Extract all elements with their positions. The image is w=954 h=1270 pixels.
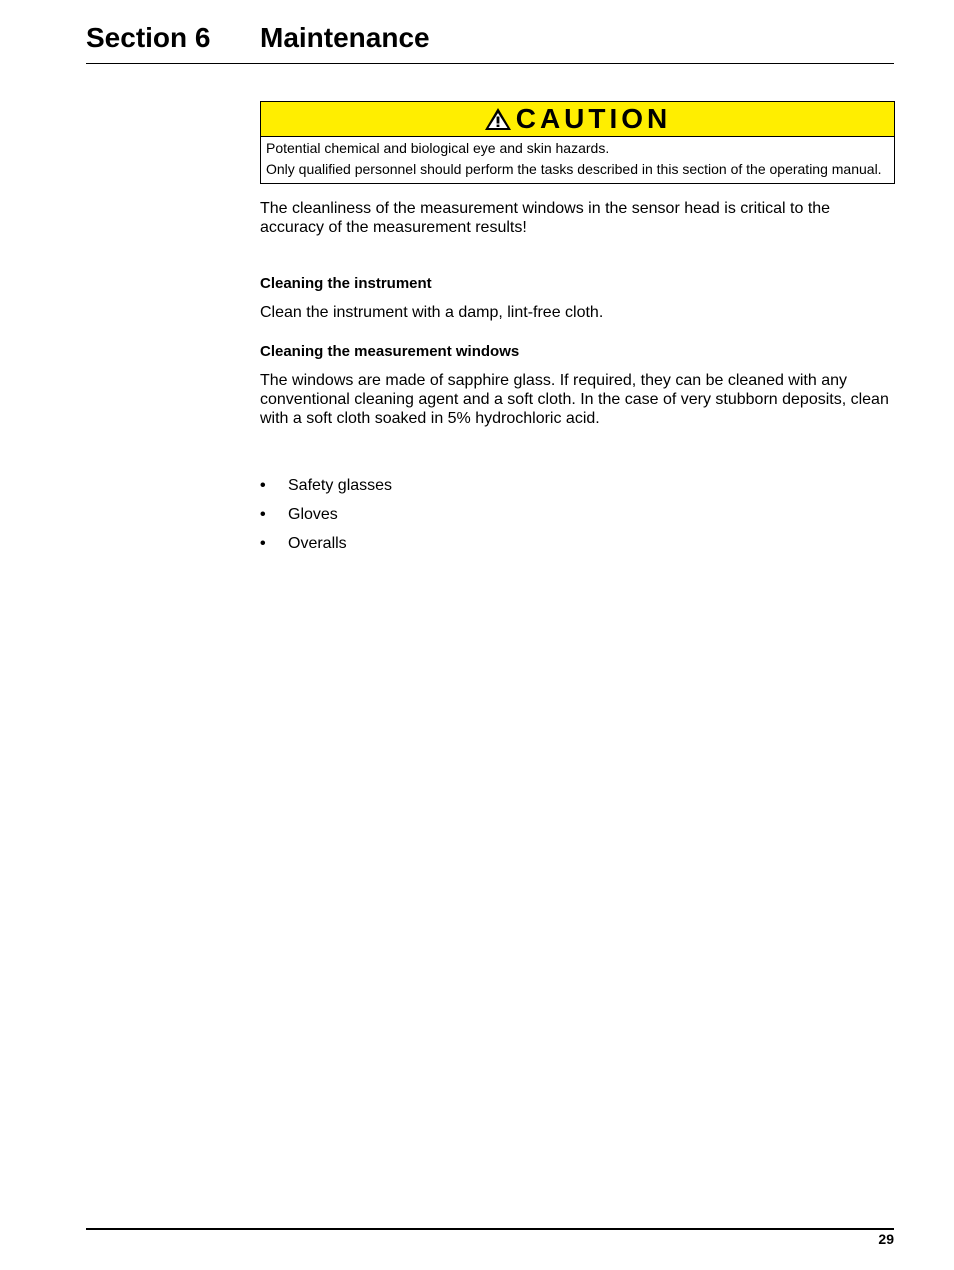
caution-line: Only qualified personnel should perform the tasks described in this section of the operating manual. xyxy=(266,161,882,177)
page-number: 29 xyxy=(878,1231,894,1247)
footer-divider xyxy=(86,1228,894,1230)
caution-body xyxy=(261,137,894,183)
main-content xyxy=(260,101,895,553)
ppe-list xyxy=(260,476,895,553)
paragraph-cleaning-windows: The windows are made of sapphire glass. If required, they can be cleaned with any conventional cleaning agent and a soft cloth. In the case of very stubborn deposits, clean with a soft cloth soaked in 5% hydrochloric acid. xyxy=(260,372,889,427)
section-header xyxy=(86,20,894,64)
caution-line: Potential chemical and biological eye and skin hazards. xyxy=(266,140,610,156)
list-item-label: Gloves xyxy=(288,506,338,523)
caution-title: CAUTION xyxy=(515,103,672,134)
bullet-icon: • xyxy=(260,506,266,523)
paragraph-cleaning-instrument: Clean the instrument with a damp, lint-free cloth. xyxy=(260,304,604,321)
warning-triangle-icon xyxy=(484,107,512,131)
heading-cleaning-instrument: Cleaning the instrument xyxy=(260,275,432,292)
caution-box xyxy=(260,101,895,184)
section-number: Section 6 xyxy=(86,22,211,53)
list-item xyxy=(260,534,895,553)
list-item-label: Overalls xyxy=(288,535,347,552)
heading-cleaning-windows: Cleaning the measurement windows xyxy=(260,343,520,360)
bullet-icon: • xyxy=(260,535,266,552)
caution-header xyxy=(261,102,894,137)
list-item-label: Safety glasses xyxy=(288,477,393,494)
list-item xyxy=(260,505,895,524)
intro-paragraph: The cleanliness of the measurement windows in the sensor head is critical to the accuracy of the measurement results! xyxy=(260,200,831,236)
list-item xyxy=(260,476,895,495)
bullet-icon: • xyxy=(260,477,266,494)
section-title: Maintenance xyxy=(260,22,430,53)
